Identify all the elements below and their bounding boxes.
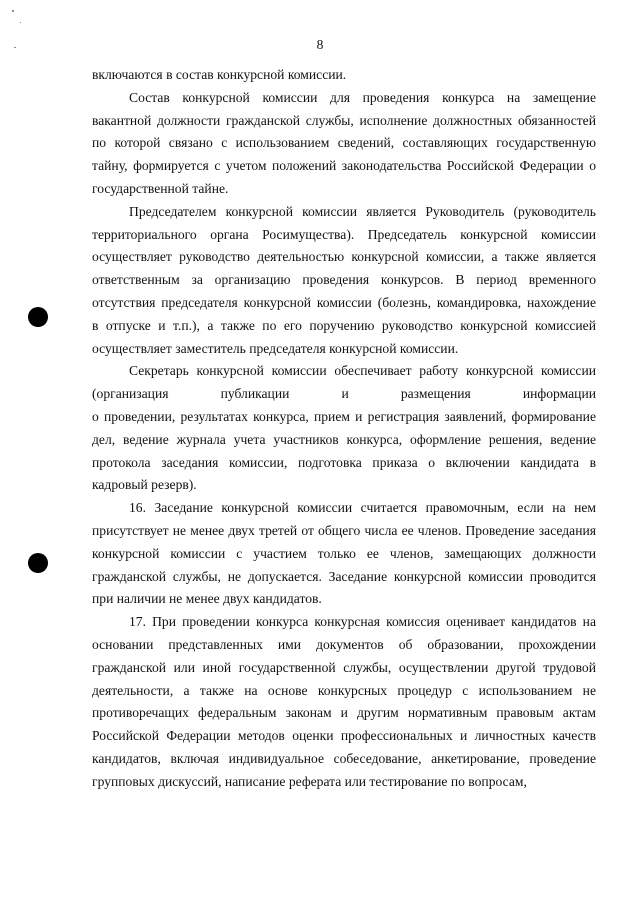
text-line: 17. При проведении конкурса конкурсная комиссия оценивает кандидатов на (129, 614, 596, 630)
text-line: дел, ведение журнала учета участников конкурса, оформление решения, ведение (92, 431, 596, 447)
text-line: Состав конкурсной комиссии для проведения конкурса на замещение (129, 89, 596, 105)
text-line: протокола заседания комиссии, подготовка приказа о включении кандидата в (92, 454, 596, 470)
text-line: отсутствия председателя конкурсной комиссии (болезнь, командировка, нахождение (92, 294, 596, 310)
text-line: в отпуске и т.п.), а также по его поручению руководство конкурсной комиссией (92, 317, 596, 333)
paragraph (92, 360, 596, 497)
text-line: Секретарь конкурсной комиссии обеспечивает работу конкурсной комиссии (129, 363, 596, 379)
document-body (92, 64, 596, 794)
paragraph (92, 611, 596, 793)
text-line: присутствует не менее двух третей от общего числа ее членов. Проведение заседания (92, 522, 596, 538)
paragraph (92, 497, 596, 611)
text-line: кадровый резерв). (92, 477, 197, 493)
page-number: 8 (316, 37, 324, 52)
punch-hole-lower (28, 553, 48, 573)
text-line: деятельности, а также на основе конкурсных процедур с использованием не (92, 682, 596, 698)
paragraph (92, 64, 596, 87)
text-line: Председателем конкурсной комиссии является Руководитель (руководитель (129, 203, 596, 219)
text-line: при наличии не менее двух кандидатов. (92, 591, 322, 607)
text-line: кандидатов, включая индивидуальное собеседование, анкетирование, проведение (92, 750, 596, 766)
text-line: конкурсной комиссии с участием только ее членов, замещающих должности (92, 545, 596, 561)
text-line: государственной тайне. (92, 180, 229, 196)
scan-speck (20, 22, 21, 23)
text-line: 16. Заседание конкурсной комиссии считается правомочным, если на нем (129, 500, 596, 516)
punch-hole-upper (28, 307, 48, 327)
text-line: тайну, формируется с учетом положений законодательства Российской Федерации о (92, 158, 596, 174)
text-line: включаются в состав конкурсной комиссии. (92, 67, 347, 82)
text-line: осуществляет заместитель председателя конкурсной комиссии. (92, 340, 459, 356)
text-line: основании представленных ими документов об образовании, прохождении (92, 636, 596, 652)
text-line: (организация публикации и размещения информации (92, 386, 596, 402)
text-line: гражданской службы, не допускается. Заседание конкурсной комиссии проводится (92, 568, 596, 584)
scan-speck (14, 47, 16, 48)
text-line: ответственным за организацию проведения конкурсов. В период временного (92, 272, 596, 288)
paragraph (92, 201, 596, 361)
text-line: групповых дискуссий, написание реферата или тестирование по вопросам, (92, 773, 527, 789)
text-line: о проведении, результатах конкурса, прием и регистрация заявлений, формирование (92, 408, 596, 424)
text-line: по которой связано с использованием сведений, составляющих государственную (92, 135, 596, 151)
scan-speck (12, 10, 14, 12)
text-line: противоречащих федеральным законам и другим нормативным правовым актам (92, 705, 596, 721)
text-line: осуществляет руководство деятельностью конкурсной комиссии, а также является (92, 249, 596, 265)
text-line: Российской Федерации методов оценки профессиональных и личностных качеств (92, 728, 596, 744)
paragraph (92, 87, 596, 201)
text-line: вакантной должности гражданской службы, исполнение должностных обязанностей (92, 112, 596, 128)
text-line: территориального органа Росимущества). Председатель конкурсной комиссии (92, 226, 596, 242)
text-line: гражданской или иной государственной службы, осуществлении другой трудовой (92, 659, 596, 675)
